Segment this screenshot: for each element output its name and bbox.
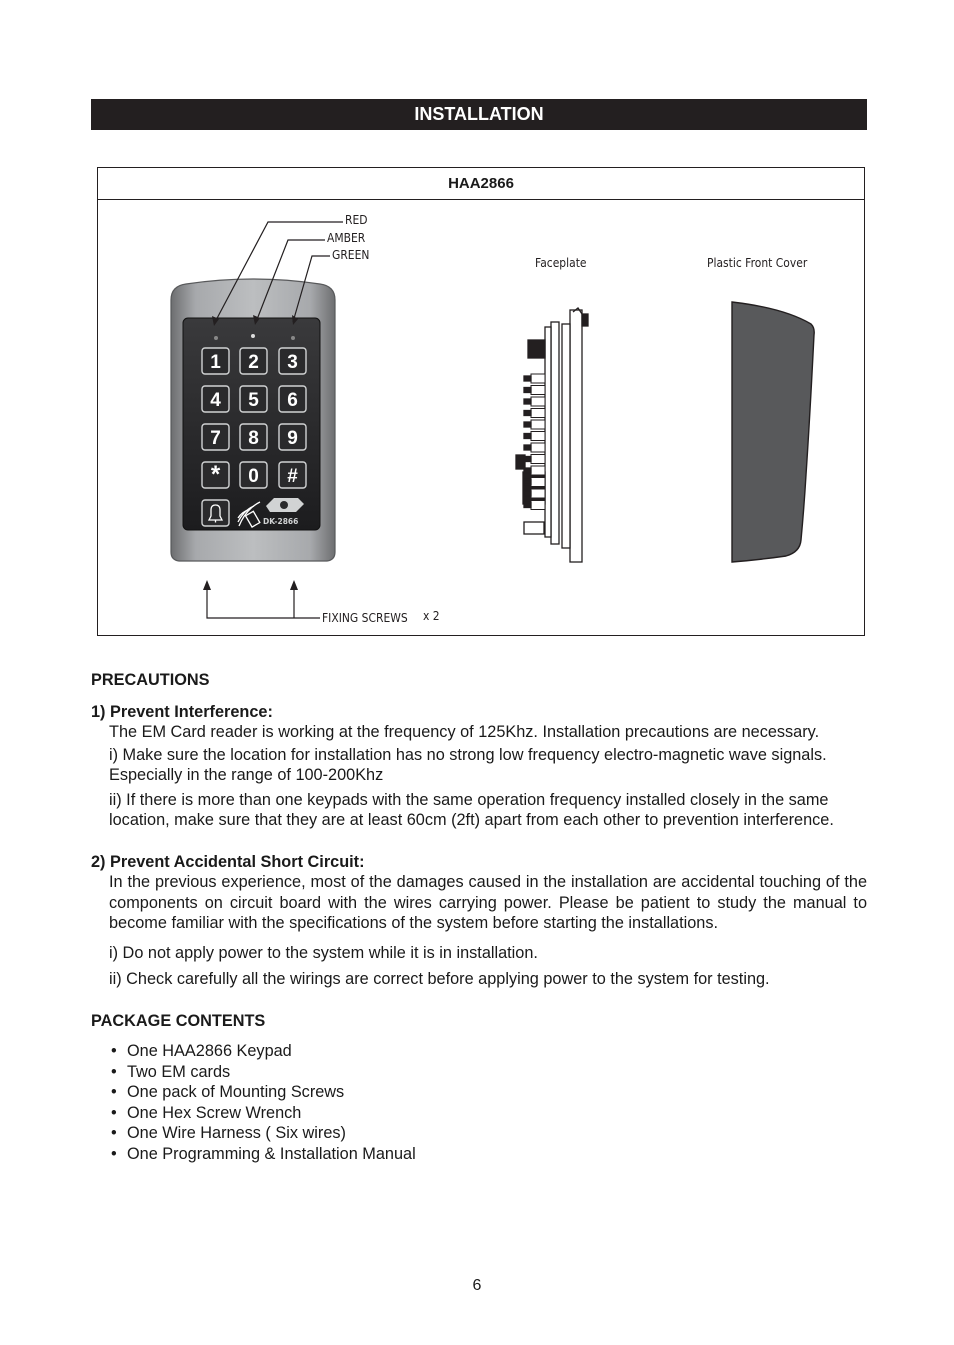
- terminal-pin: [531, 501, 545, 510]
- terminal-pin: [531, 374, 545, 383]
- terminal-screw: [524, 480, 531, 485]
- faceplate-label: Faceplate: [535, 255, 587, 270]
- keypad-key-label: *: [210, 461, 221, 488]
- screw-pointer-lines: [207, 588, 320, 618]
- package-item: • One Hex Screw Wrench: [111, 1103, 867, 1124]
- keypad-key-label: 6: [287, 390, 298, 411]
- terminal-pin: [531, 466, 545, 475]
- led-label-green: GREEN: [332, 247, 370, 262]
- keypad-key-label: 1: [210, 352, 221, 373]
- keypad-key-label: 9: [287, 428, 298, 449]
- terminal-pin: [531, 443, 545, 452]
- faceplate-side-view: [516, 308, 588, 562]
- terminal-screw: [524, 468, 531, 473]
- terminal-screw: [524, 491, 531, 496]
- package-item: • One Wire Harness ( Six wires): [111, 1123, 867, 1144]
- terminal-pin: [531, 489, 545, 498]
- section-title-bar: [91, 99, 867, 130]
- precautions-section: [91, 670, 867, 1164]
- terminal-pin: [531, 420, 545, 429]
- package-contents-list: [91, 1041, 867, 1164]
- terminal-screw: [524, 434, 531, 439]
- figure-header: [98, 168, 864, 200]
- package-item: • One pack of Mounting Screws: [111, 1082, 867, 1103]
- plastic-front-cover-label: Plastic Front Cover: [707, 255, 808, 270]
- package-heading: PACKAGE CONTENTS: [91, 1011, 266, 1030]
- terminal-screw: [524, 422, 531, 427]
- page-number: 6: [472, 1277, 482, 1294]
- terminal-screw: [524, 376, 531, 381]
- terminal-screw: [524, 503, 531, 508]
- terminal-pin: [531, 478, 545, 487]
- fixing-screws-label: FIXING SCREWS: [322, 610, 408, 625]
- interference-item-2: ii) If there is more than one keypads with the same operation frequency installed closely in the same location, make sure that they are at least 60cm (2ft) apart from each other to prevention interference.: [109, 790, 834, 829]
- keypad-illustration: [171, 279, 335, 561]
- fixing-screws-count: x 2: [423, 608, 440, 623]
- keypad-key-label: 7: [210, 428, 221, 449]
- led-label-amber: AMBER: [327, 230, 366, 245]
- led-label-red: RED: [345, 212, 368, 227]
- keypad-key-label: 0: [248, 466, 259, 487]
- keypad-key-label: 4: [210, 390, 221, 411]
- section-title: INSTALLATION: [414, 104, 544, 124]
- package-item: • Two EM cards: [111, 1062, 867, 1083]
- figure-model-title: HAA2866: [448, 175, 514, 192]
- short-circuit-item-2: ii) Check carefully all the wirings are correct before applying power to the system for testing.: [109, 970, 770, 988]
- plastic-front-cover: [732, 302, 814, 562]
- interference-heading: 1) Prevent Interference:: [91, 702, 273, 721]
- terminal-pin: [531, 397, 545, 406]
- terminal-pin: [531, 455, 545, 464]
- short-circuit-intro: In the previous experience, most of the damages caused in the installation are accidental touching of the components on circuit board with the wires carrying power. Please be patient to study the manual to become familiar with the specifications of the system before starting the installations.: [109, 873, 867, 932]
- terminal-screw: [524, 411, 531, 416]
- precautions-heading: PRECAUTIONS: [91, 671, 210, 689]
- keypad-key-label: 8: [248, 428, 259, 449]
- keypad-key-label: 5: [248, 390, 259, 411]
- terminal-pin: [531, 386, 545, 395]
- interference-item-1: i) Make sure the location for installation has no strong low frequency electro-magnetic wave signals. Especially in the range of 100-200Khz: [109, 745, 827, 784]
- figure-body: [98, 200, 864, 636]
- short-circuit-heading: 2) Prevent Accidental Short Circuit:: [91, 852, 365, 871]
- keypad-key-label: 2: [248, 352, 259, 373]
- terminal-screw: [524, 388, 531, 393]
- package-item: • One Programming & Installation Manual: [111, 1144, 867, 1165]
- keypad-key-label: 3: [287, 352, 298, 373]
- interference-intro: The EM Card reader is working at the frequency of 125Khz. Installation precautions are necessary.: [109, 723, 820, 741]
- led-green: [291, 336, 295, 340]
- terminal-screw: [524, 445, 531, 450]
- led-amber: [251, 334, 255, 338]
- package-item: • One HAA2866 Keypad: [111, 1041, 867, 1062]
- terminal-screw: [524, 399, 531, 404]
- led-red: [214, 336, 218, 340]
- installation-figure: [97, 167, 865, 636]
- keypad-model-text: DK-2866: [263, 517, 299, 526]
- short-circuit-item-1: i) Do not apply power to the system while it is in installation.: [109, 943, 538, 962]
- terminal-pin: [531, 409, 545, 418]
- terminal-screw: [524, 457, 531, 462]
- keypad-key-label: #: [287, 466, 298, 487]
- terminal-pin: [531, 432, 545, 441]
